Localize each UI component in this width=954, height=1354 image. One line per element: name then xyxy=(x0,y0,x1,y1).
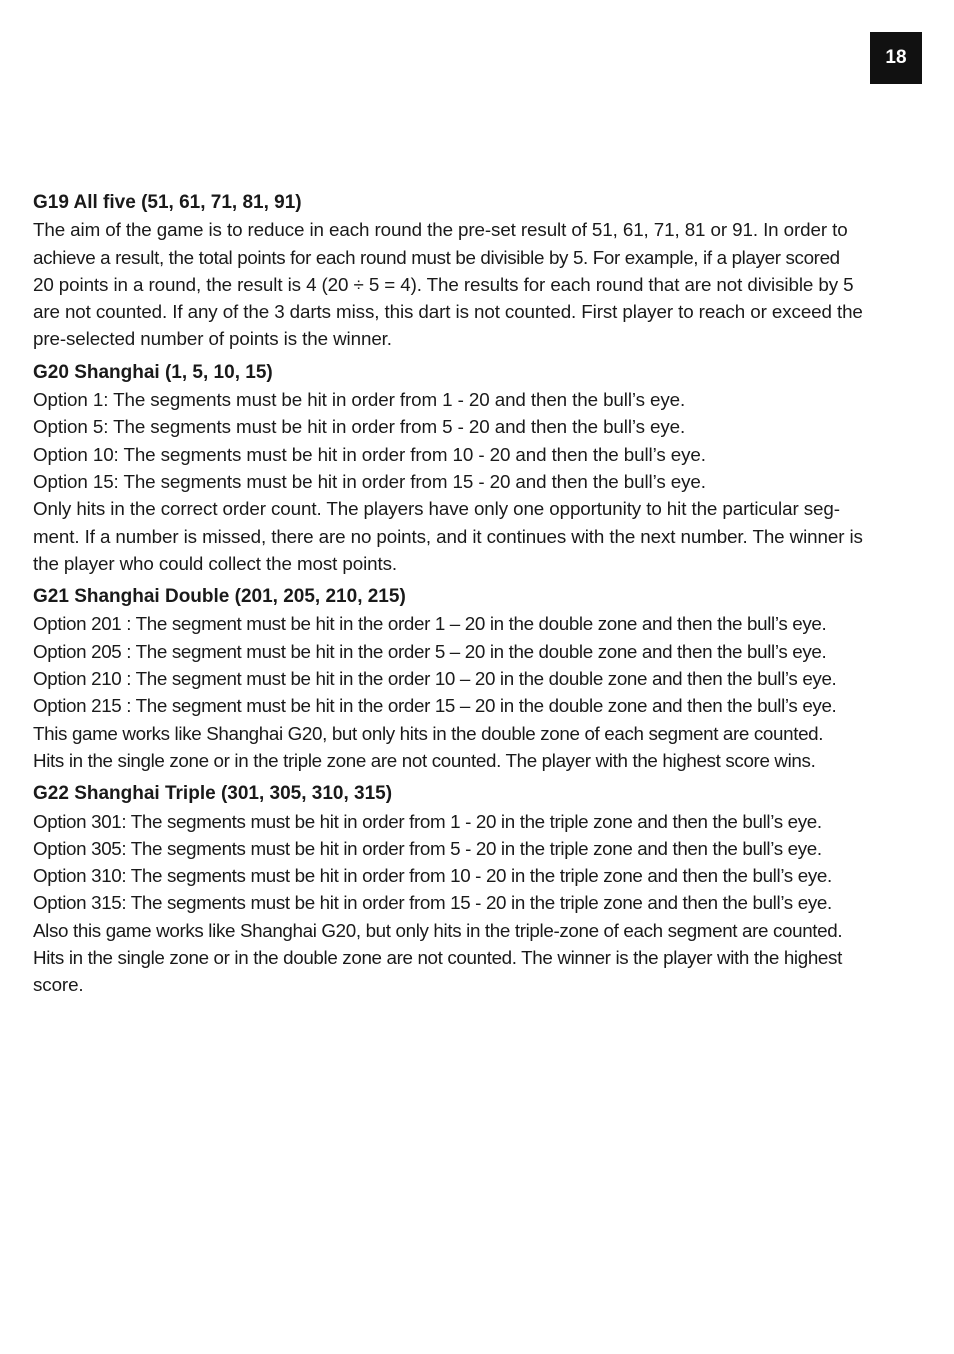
text-line: This game works like Shanghai G20, but only hits in the double zone of each segment are counted. xyxy=(33,722,824,744)
text-line: Option 15: The segments must be hit in order from 15 - 20 and then the bull’s eye. xyxy=(33,470,706,492)
text-line: Option 301: The segments must be hit in order from 1 - 20 in the triple zone and then the bull’s eye. xyxy=(33,810,822,832)
text-line: Option 305: The segments must be hit in order from 5 - 20 in the triple zone and then the bull’s eye. xyxy=(33,837,822,859)
section-heading: G22 Shanghai Triple (301, 305, 310, 315) xyxy=(33,783,393,805)
text-line: Option 215 : The segment must be hit in the order 15 – 20 in the double zone and then the bull’s eye. xyxy=(33,695,837,717)
text-line: the player who could collect the most points. xyxy=(33,552,398,574)
text-line: Option 205 : The segment must be hit in the order 5 – 20 in the double zone and then the bull’s eye. xyxy=(33,640,827,662)
text-line: Hits in the single zone or in the triple zone are not counted. The player with the highest score wins. xyxy=(33,749,816,771)
text-line: Also this game works like Shanghai G20, but only hits in the triple-zone of each segment are counted. xyxy=(33,919,843,941)
text-line: pre-selected number of points is the winner. xyxy=(33,328,392,350)
text-line: achieve a result, the total points for each round must be divisible by 5. For example, if a player scored xyxy=(33,246,840,268)
text-line: score. xyxy=(33,974,84,996)
text-line: Option 310: The segments must be hit in order from 10 - 20 in the triple zone and then the bull’s eye. xyxy=(33,865,832,887)
text-line: ment. If a number is missed, there are no points, and it continues with the next number. The winner is xyxy=(33,525,863,547)
text-line: The aim of the game is to reduce in each round the pre-set result of 51, 61, 71, 81 or 91. In order to xyxy=(33,219,848,241)
text-line: are not counted. If any of the 3 darts miss, this dart is not counted. First player to reach or exceed the xyxy=(33,301,863,323)
text-line: Option 5: The segments must be hit in order from 5 - 20 and then the bull’s eye. xyxy=(33,416,686,438)
text-line: 20 points in a round, the result is 4 (20 ÷ 5 = 4). The results for each round that are not divisible by 5 xyxy=(33,273,854,295)
text-line: Option 315: The segments must be hit in order from 15 - 20 in the triple zone and then the bull’s eye. xyxy=(33,892,832,914)
text-line: Option 210 : The segment must be hit in the order 10 – 20 in the double zone and then the bull’s eye. xyxy=(33,668,837,690)
text-line: Hits in the single zone or in the double zone are not counted. The winner is the player with the highest xyxy=(33,947,842,969)
page-number-badge: 18 xyxy=(870,32,922,84)
section-heading: G21 Shanghai Double (201, 205, 210, 215) xyxy=(33,586,406,608)
document-body xyxy=(33,189,921,1005)
text-line: Only hits in the correct order count. The players have only one opportunity to hit the particular seg- xyxy=(33,498,840,520)
section-heading: G19 All five (51, 61, 71, 81, 91) xyxy=(33,192,302,213)
section-g22 xyxy=(33,780,921,998)
section-g20 xyxy=(33,359,921,577)
section-g21 xyxy=(33,583,921,774)
section-g19 xyxy=(33,189,921,353)
text-line: Option 10: The segments must be hit in order from 10 - 20 and then the bull’s eye. xyxy=(33,443,706,465)
text-line: Option 1: The segments must be hit in order from 1 - 20 and then the bull’s eye. xyxy=(33,389,686,411)
section-heading: G20 Shanghai (1, 5, 10, 15) xyxy=(33,361,273,383)
text-line: Option 201 : The segment must be hit in the order 1 – 20 in the double zone and then the bull’s eye. xyxy=(33,613,827,635)
